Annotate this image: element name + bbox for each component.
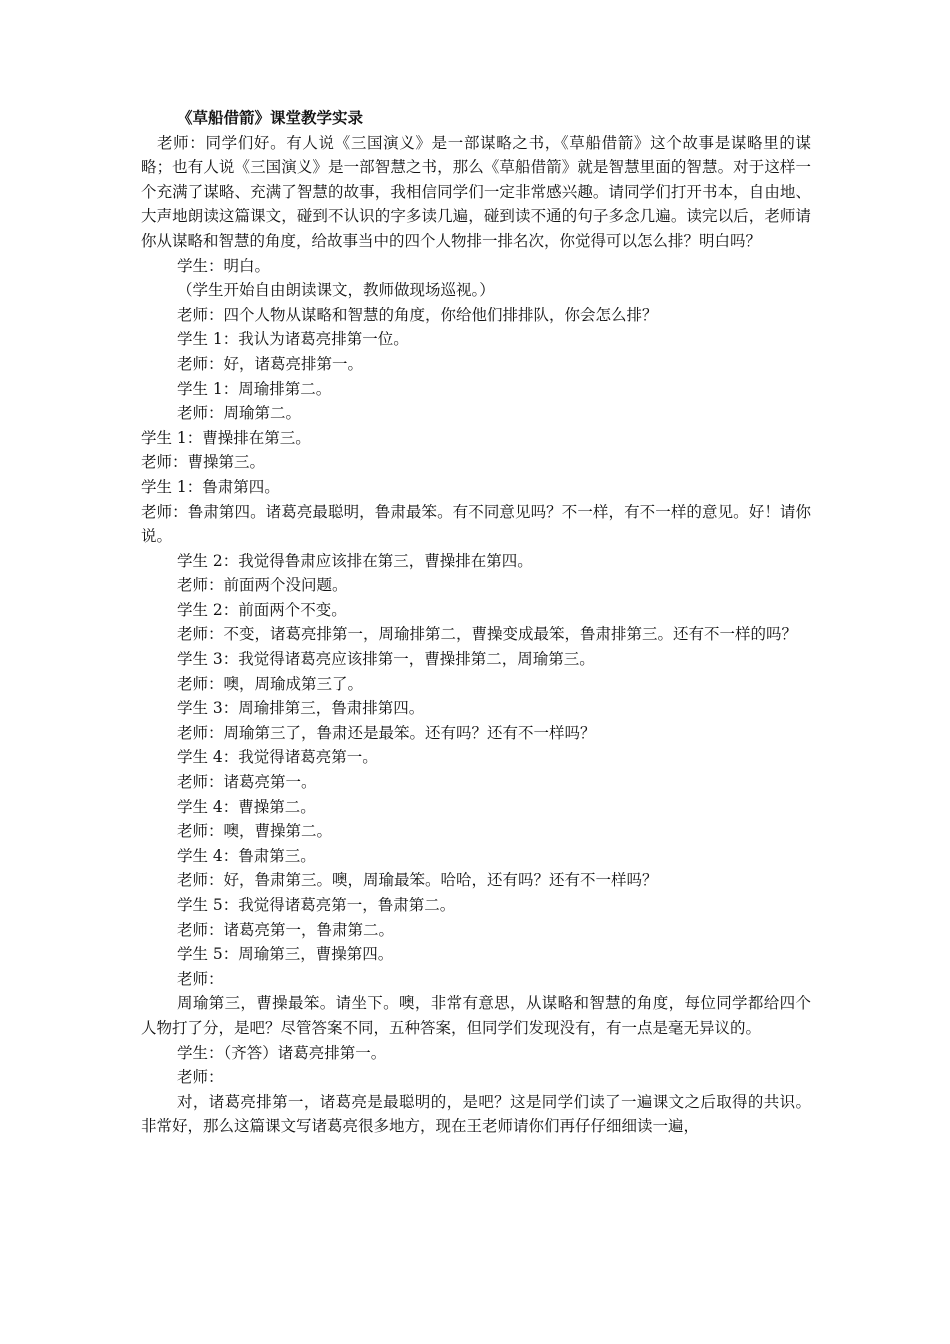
paragraph-list bbox=[141, 131, 811, 1139]
paragraph: 学生 1：曹操排在第三。 bbox=[141, 428, 311, 447]
paragraph: 学生：明白。 bbox=[177, 256, 271, 275]
paragraph: 老师：同学们好。有人说《三国演义》是一部谋略之书，《草船借箭》这个故事是谋略里的谋略；也有人说《三国演义》是一部智慧之书，那么《草船借箭》就是智慧里面的智慧。对于这样一个充满了谋略、充满了智慧的故事，我相信同学们一定非常感兴趣。请同学们打开书本，自由地、大声地朗读这篇课文，碰到不认识的字多读几遍，碰到读不通的句子多念几遍。读完以后，老师请你从谋略和智慧的角度，给故事当中的四个人物排一排名次，你觉得可以怎么排？明白吗？ bbox=[141, 133, 811, 250]
paragraph: 老师：周瑜第二。 bbox=[177, 404, 302, 423]
paragraph: 老师：前面两个没问题。 bbox=[177, 576, 348, 595]
paragraph: 老师：诸葛亮第一。 bbox=[177, 773, 317, 792]
paragraph: 学生 3：我觉得诸葛亮应该排第一，曹操排第二，周瑜第三。 bbox=[177, 650, 595, 669]
paragraph: 老师： bbox=[177, 1068, 224, 1087]
paragraph: 学生 1：鲁肃第四。 bbox=[141, 477, 280, 496]
paragraph: 老师：诸葛亮第一，鲁肃第二。 bbox=[177, 920, 395, 939]
paragraph: 老师：曹操第三。 bbox=[141, 453, 266, 472]
paragraph: 学生 2：前面两个不变。 bbox=[177, 600, 347, 619]
paragraph: 学生 3：周瑜排第三，鲁肃排第四。 bbox=[177, 699, 425, 718]
paragraph: 学生 1：我认为诸葛亮排第一位。 bbox=[177, 330, 409, 349]
paragraph: 对，诸葛亮排第一，诸葛亮是最聪明的，是吧？这是同学们读了一遍课文之后取得的共识。非常好，那么这篇课文写诸葛亮很多地方，现在王老师请你们再仔仔细细读一遍， bbox=[141, 1092, 811, 1136]
paragraph: 学生 4：曹操第二。 bbox=[177, 797, 316, 816]
paragraph: 学生 5：我觉得诸葛亮第一，鲁肃第二。 bbox=[177, 896, 456, 914]
paragraph: 老师：周瑜第三了，鲁肃还是最笨。还有吗？还有不一样吗？ bbox=[177, 723, 596, 742]
paragraph: 老师： bbox=[177, 969, 224, 988]
paragraph: 周瑜第三，曹操最笨。请坐下。噢，非常有意思，从谋略和智慧的角度，每位同学都给四个人物打了分，是吧？尽管答案不同，五种答案，但同学们发现没有，有一点是毫无异议的。 bbox=[141, 994, 811, 1037]
paragraph: 老师：好，诸葛亮排第一。 bbox=[177, 354, 364, 373]
paragraph: 老师：噢，周瑜成第三了。 bbox=[177, 674, 364, 693]
paragraph: 学生：（齐答）诸葛亮排第一。 bbox=[177, 1043, 387, 1062]
paragraph: 老师：噢，曹操第二。 bbox=[177, 822, 333, 841]
paragraph: 学生 2：我觉得鲁肃应该排在第三，曹操排在第四。 bbox=[177, 551, 533, 570]
paragraph: 学生 5：周瑜第三，曹操第四。 bbox=[177, 945, 394, 964]
paragraph: 老师：鲁肃第四。诸葛亮最聪明，鲁肃最笨。有不同意见吗？不一样，有不一样的意见。好！请你说。 bbox=[141, 502, 811, 546]
paragraph: 老师：好，鲁肃第三。噢，周瑜最笨。哈哈，还有吗？还有不一样吗？ bbox=[177, 871, 658, 890]
paragraph: （学生开始自由朗读课文，教师做现场巡视。） bbox=[177, 281, 495, 300]
paragraph: 学生 4：鲁肃第三。 bbox=[177, 846, 316, 865]
paragraph: 学生 1：周瑜排第二。 bbox=[177, 379, 332, 398]
paragraph: 老师：不变，诸葛亮排第一，周瑜排第二，曹操变成最笨，鲁肃排第三。还有不一样的吗？ bbox=[177, 625, 798, 644]
document-title: 《草船借箭》课堂教学实录 bbox=[177, 109, 364, 127]
paragraph: 学生 4：我觉得诸葛亮第一。 bbox=[177, 748, 378, 767]
paragraph: 老师：四个人物从谋略和智慧的角度，你给他们排排队，你会怎么排？ bbox=[177, 305, 658, 324]
document-body bbox=[141, 106, 811, 1139]
